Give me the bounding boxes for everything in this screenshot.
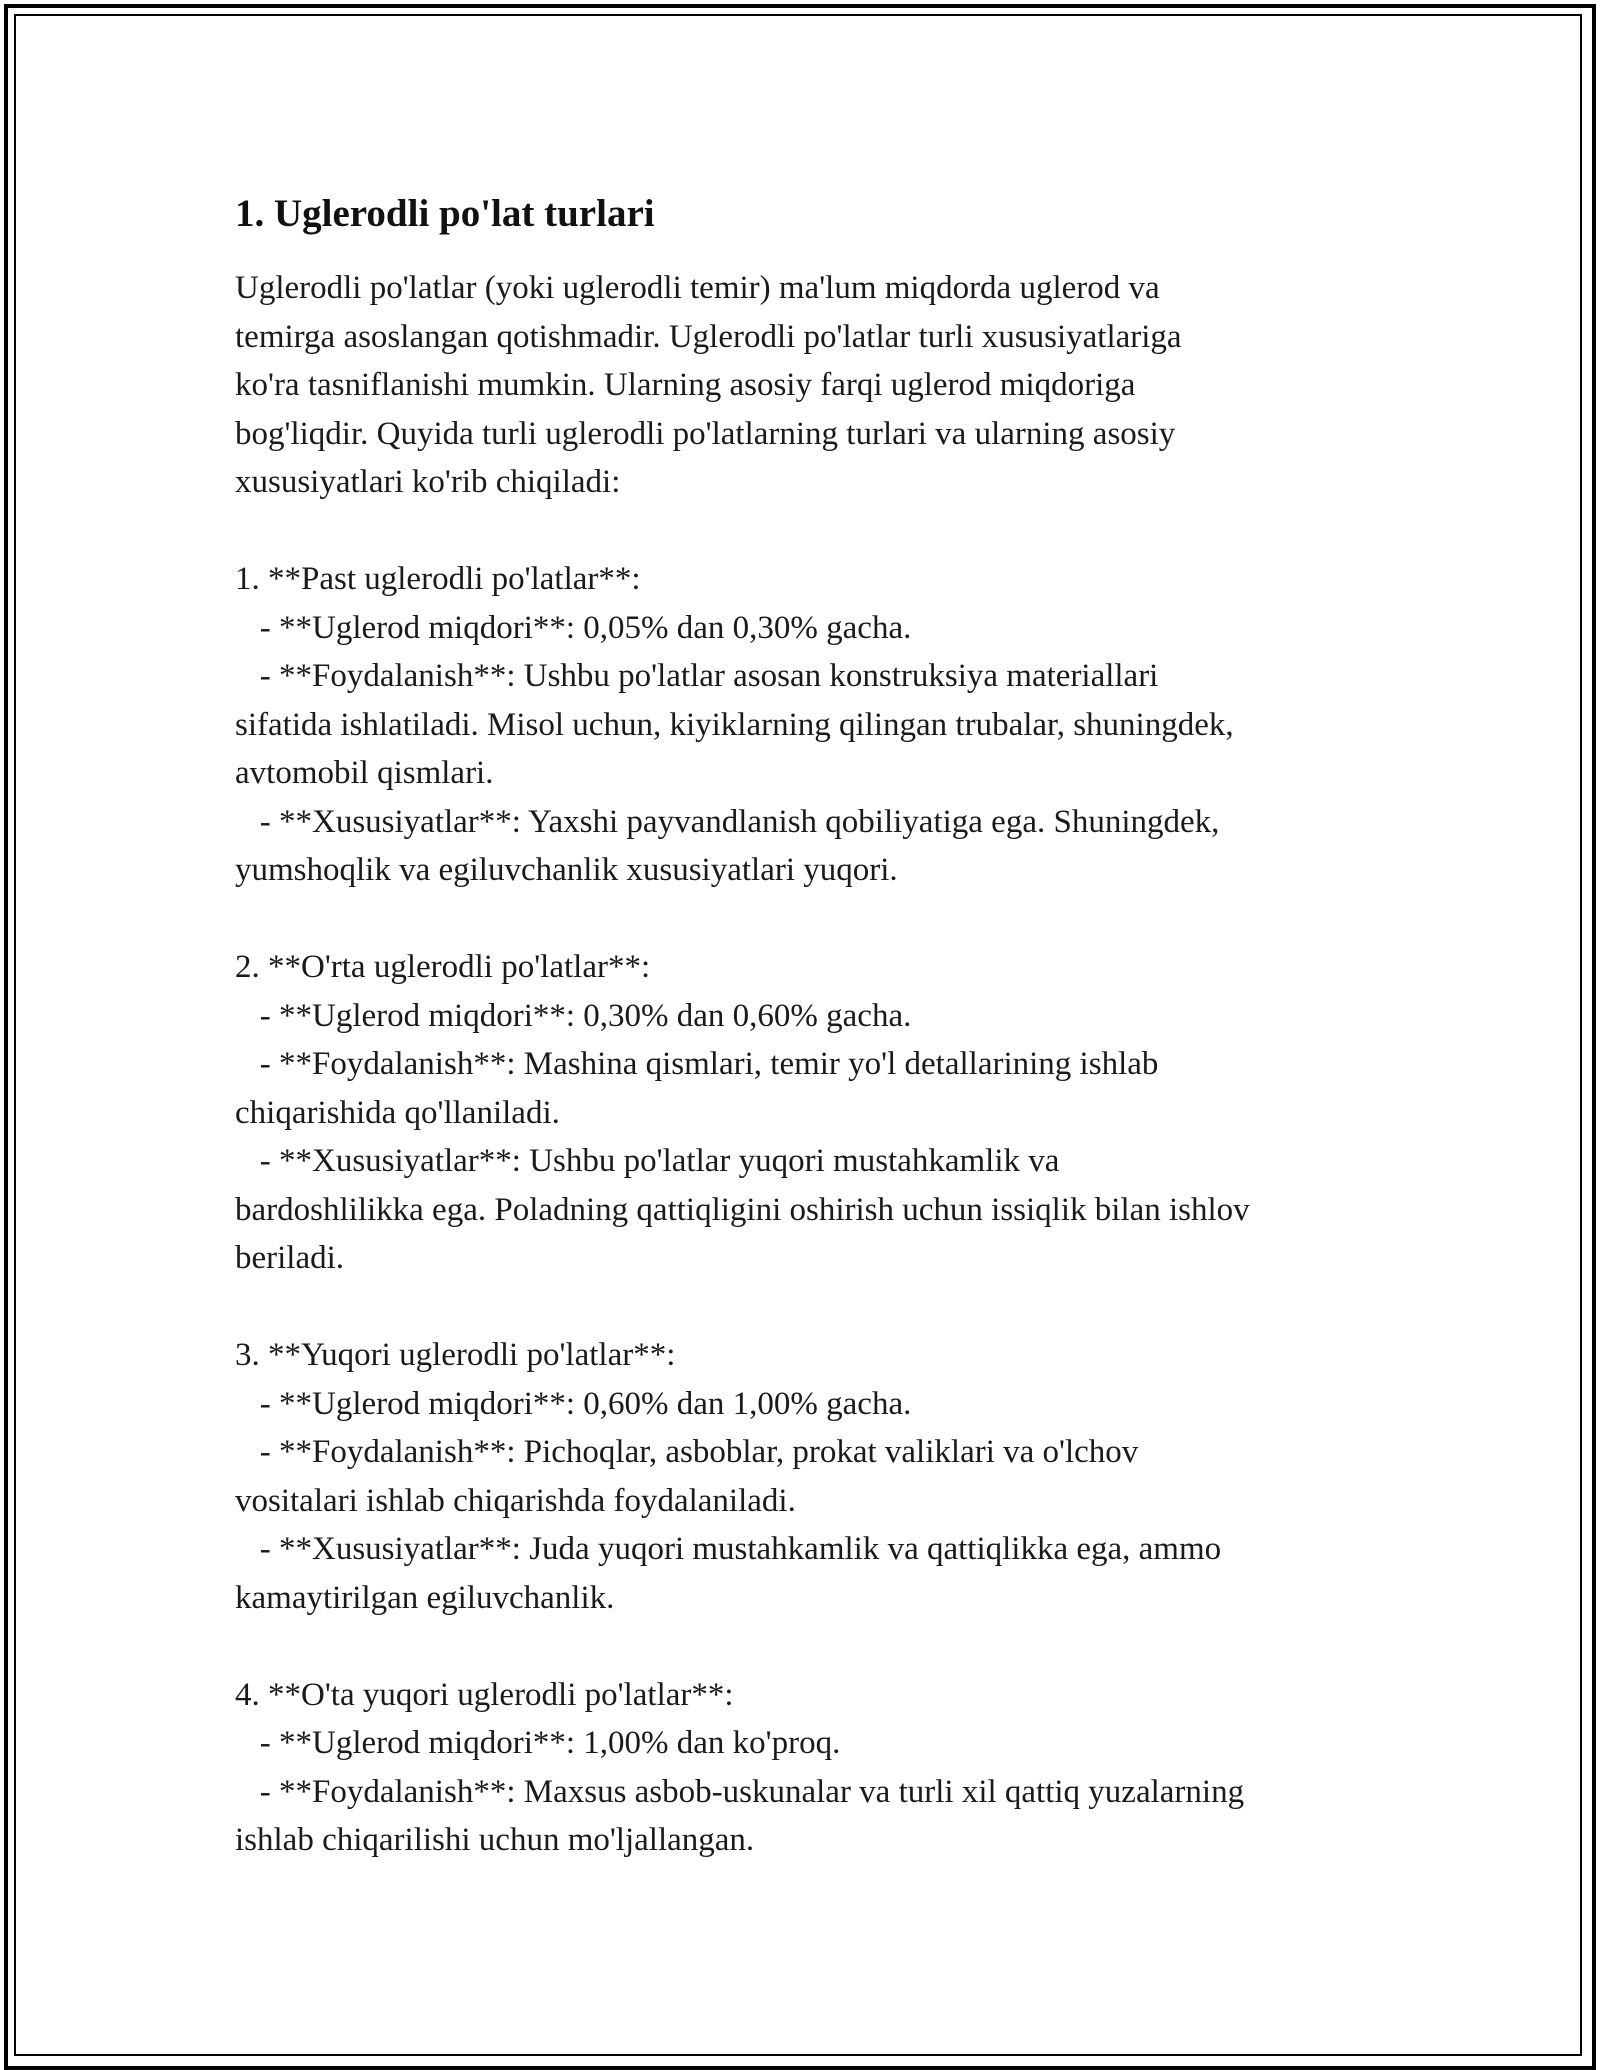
page-title: 1. Uglerodli po'lat turlari — [235, 192, 655, 235]
document-content — [235, 186, 1395, 1865]
document-body: Uglerodli po'latlar (yoki uglerodli temir) ma'lum miqdorda uglerod va temirga asoslangan qotishmadir. Uglerodli po'latlar turli xususiyatlariga ko'ra tasniflanishi mumkin. Ularning asosiy farqi uglerod miqdoriga bog'liqdir. Quyida turli uglerodli po'latlarning turlari va ularning asosiy xususiyatlari ko'rib chiqiladi: 1. **Past uglerodli po'latlar**: - **Uglerod miqdori**: 0,05% dan 0,30% gacha. - **Foydalanish**: Ushbu po'latlar asosan konstruksiya materiallari sifatida ishlatiladi. Misol uchun, kiyiklarning qilingan trubalar, shuningdek, avtomobil qismlari. - **Xususiyatlar**: Yaxshi payvandlanish qobiliyatiga ega. Shuningdek, yumshoqlik va egiluvchanlik xususiyatlari yuqori. 2. **O'rta uglerodli po'latlar**: - **Uglerod miqdori**: 0,30% dan 0,60% gacha. - **Foydalanish**: Mashina qismlari, temir yo'l detallarining ishlab chiqarishida qo'llaniladi. - **Xususiyatlar**: Ushbu po'latlar yuqori mustahkamlik va bardoshlilikka ega. Poladning qattiqligini oshirish uchun issiqlik bilan ishlov beriladi. 3. **Yuqori uglerodli po'latlar**: - **Uglerod miqdori**: 0,60% dan 1,00% gacha. - **Foydalanish**: Pichoqlar, asboblar, prokat valiklari va o'lchov vositalari ishlab chiqarishda foydalaniladi. - **Xususiyatlar**: Juda yuqori mustahkamlik va qattiqlikka ega, ammo kamaytirilgan egiluvchanlik. 4. **O'ta yuqori uglerodli po'latlar**: - **Uglerod miqdori**: 1,00% dan ko'proq. - **Foydalanish**: Maxsus asbob-uskunalar va turli xil qattiq yuzalarning ishlab chiqarilishi uchun mo'ljallangan. — [235, 270, 1250, 1858]
